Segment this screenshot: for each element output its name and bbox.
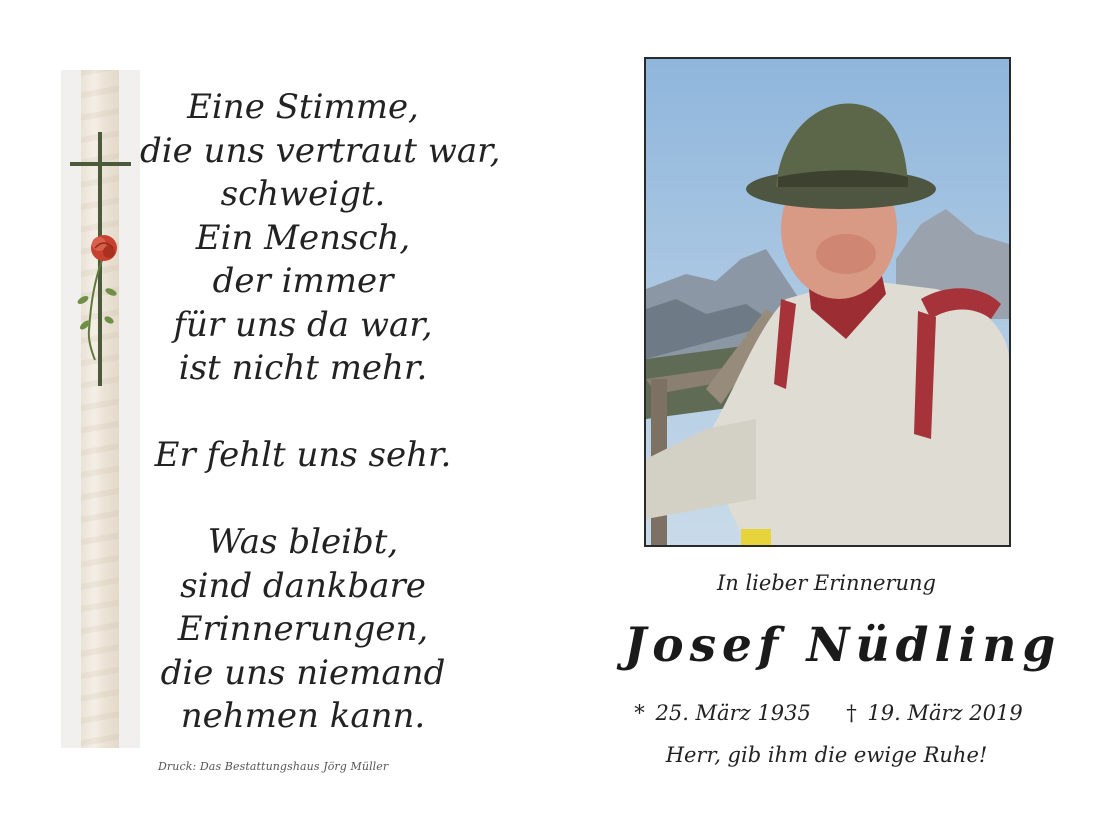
- poem-line: Was bleibt,: [207, 522, 399, 562]
- poem-line: schweigt.: [220, 174, 386, 214]
- poem-line: sind dankbare: [180, 565, 426, 606]
- stanza-gap: [140, 478, 466, 522]
- decorative-marble-strip: [61, 70, 140, 748]
- cross-icon: [61, 70, 140, 748]
- stanza-gap: [140, 391, 466, 435]
- poem-line: der immer: [212, 261, 394, 301]
- memorial-heading: In lieber Erinnerung: [716, 571, 937, 595]
- poem-line: Eine Stimme,: [187, 87, 419, 127]
- poem-line: Er fehlt uns sehr.: [154, 435, 452, 475]
- deceased-name: Josef Nüdling: [624, 618, 1062, 673]
- poem-line: nehmen kann.: [180, 696, 426, 736]
- death-symbol: †: [846, 701, 857, 725]
- prayer-line: Herr, gib ihm die ewige Ruhe!: [665, 743, 988, 767]
- birth-date: 25. März 1935: [655, 701, 811, 725]
- life-dates: [624, 701, 1029, 725]
- poem-line: die uns niemand: [160, 652, 446, 693]
- birth-symbol: *: [634, 701, 645, 725]
- poem-line: Ein Mensch,: [195, 217, 411, 258]
- memorial-poem: [140, 86, 501, 739]
- death-date: 19. März 2019: [867, 701, 1023, 725]
- portrait-photo: [644, 57, 1011, 547]
- poem-line: für uns da war,: [173, 304, 433, 345]
- poem-line: ist nicht mehr.: [178, 348, 428, 388]
- rose-icon: [91, 235, 117, 261]
- poem-line: die uns vertraut war,: [140, 130, 501, 171]
- poem-line: Erinnerungen,: [177, 609, 429, 649]
- printer-credit: Druck: Das Bestattungshaus Jörg Müller: [158, 760, 389, 773]
